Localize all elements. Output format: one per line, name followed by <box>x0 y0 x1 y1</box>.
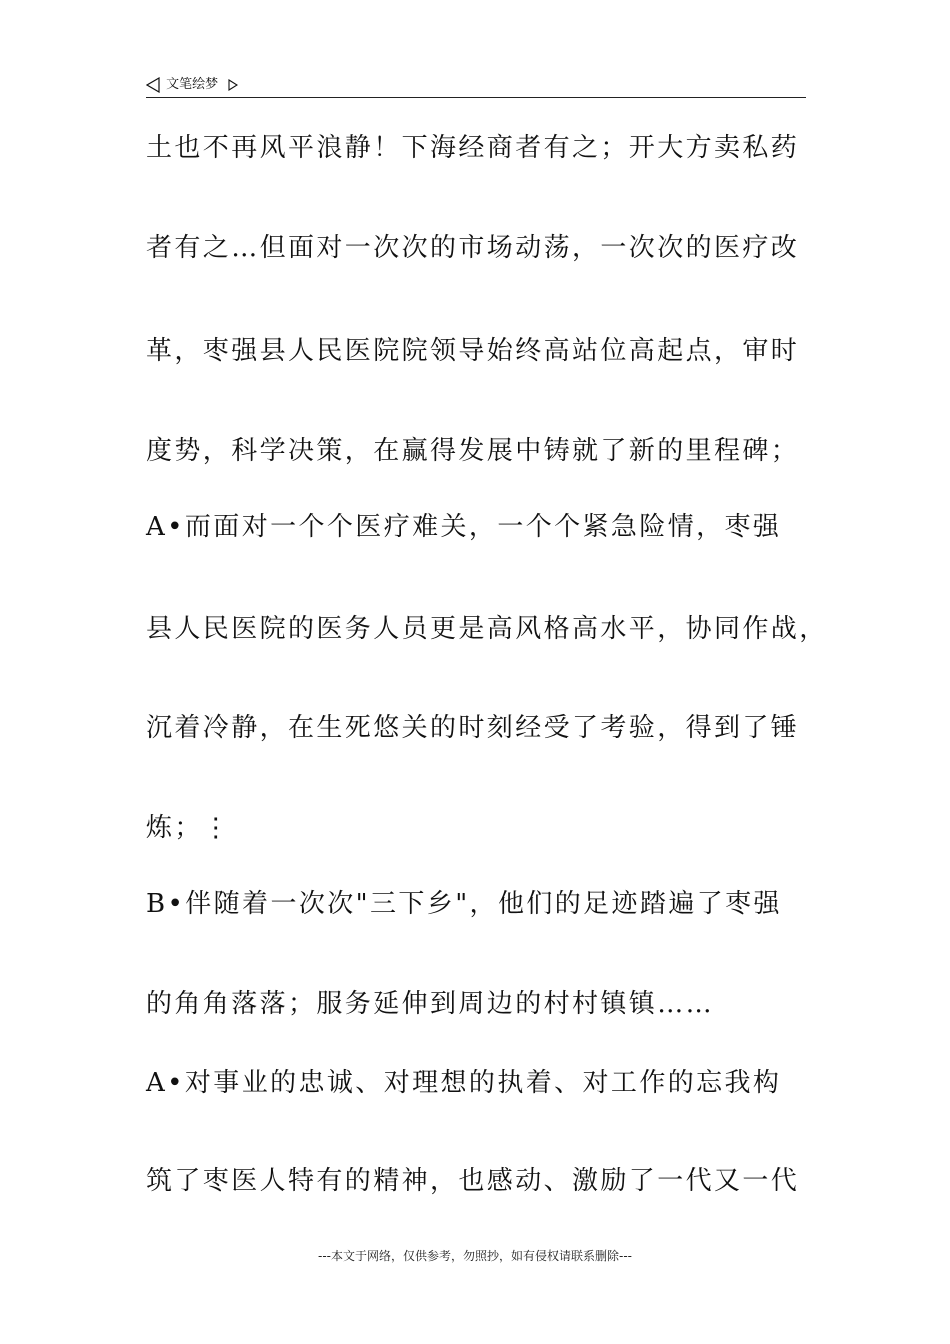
triangle-right-icon <box>228 79 238 91</box>
body-line: 筑了枣医人特有的精神，也感动、激励了一代又一代 <box>146 1166 800 1196</box>
body-line: A•而面对一个个医疗难关，一个个紧急险情，枣强 <box>146 512 782 542</box>
body-line: 沉着冷静，在生死悠关的时刻经受了考验，得到了锤 <box>146 713 800 743</box>
header-divider <box>146 97 806 98</box>
body-line: 者有之…但面对一次次的市场动荡，一次次的医疗改 <box>146 233 800 263</box>
body-line: 革，枣强县人民医院院领导始终高站位高起点，审时 <box>146 336 800 366</box>
page-header <box>146 74 806 98</box>
body-line: 度势，科学决策，在赢得发展中铸就了新的里程碑； <box>146 436 800 466</box>
body-line: A•对事业的忠诚、对理想的执着、对工作的忘我构 <box>146 1068 782 1098</box>
body-line: B•伴随着一次次"三下乡"，他们的足迹踏遍了枣强 <box>146 889 782 919</box>
header-title: 文笔绘梦 <box>166 77 219 92</box>
body-line: 炼；⋮ <box>146 813 232 843</box>
body-line: 土也不再风平浪静！下海经商者有之；开大方卖私药 <box>146 133 800 163</box>
body-line: 县人民医院的医务人员更是高风格高水平，协同作战， <box>146 614 828 644</box>
body-line: 的角角落落；服务延伸到周边的村村镇镇…… <box>146 989 715 1019</box>
footer-notice: ---本文于网络，仅供参考，勿照抄，如有侵权请联系删除--- <box>318 1249 632 1263</box>
triangle-left-icon <box>146 77 160 93</box>
